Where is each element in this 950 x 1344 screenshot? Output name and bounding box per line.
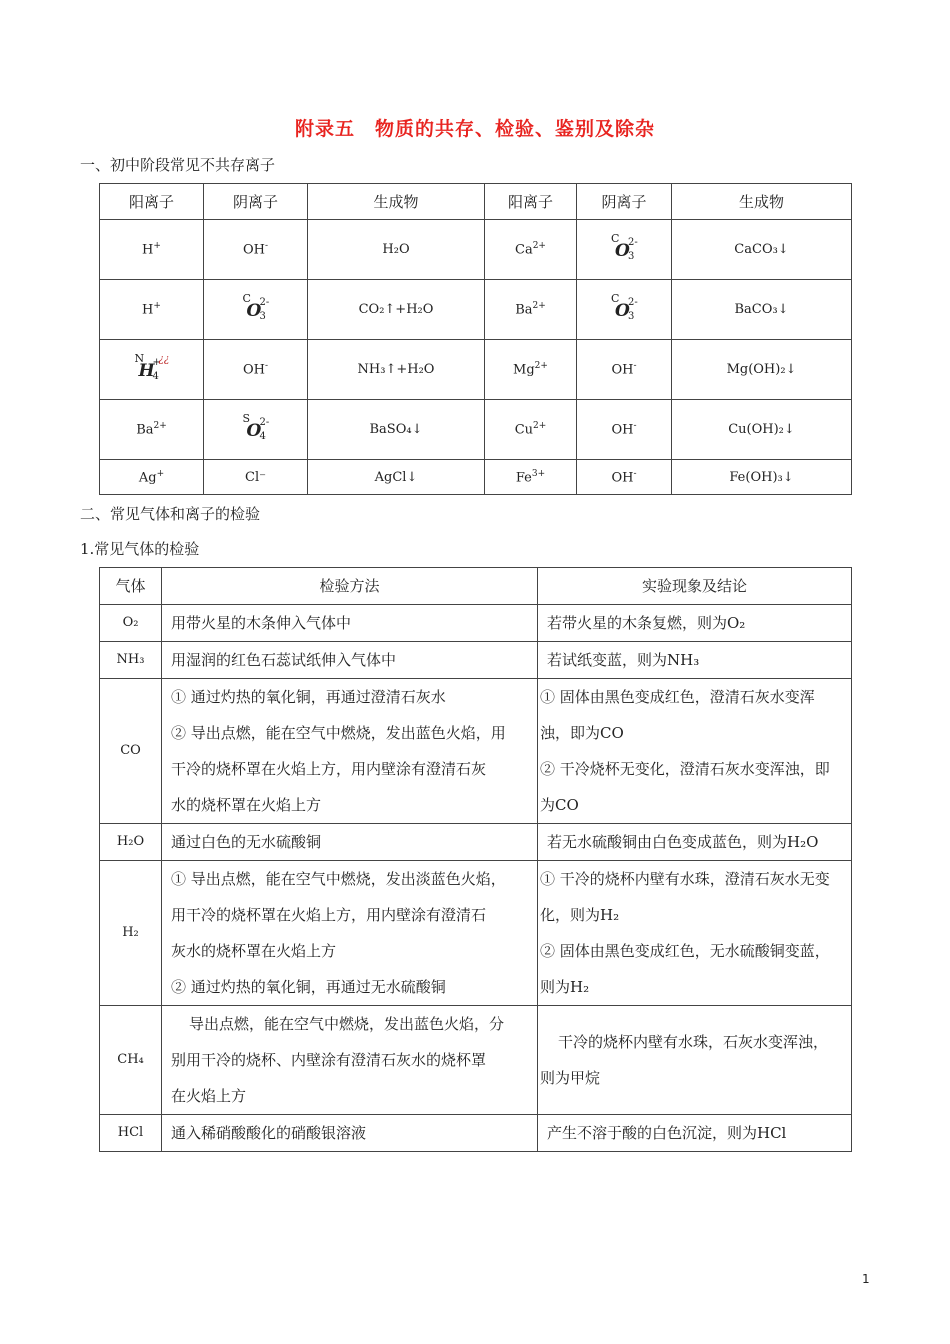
ion-charge: + [156,468,165,479]
ion-part: S [242,411,251,425]
ion-subscript: 3 [628,310,635,322]
result-line: ② 干冷烧杯无变化，澄清石灰水变浑浊，即 [540,760,830,778]
anion-cell [577,400,672,460]
anion-cell: Cl⁻ [204,460,308,495]
header-cation: 阳离子 [100,184,204,220]
ion-part: C [611,291,620,305]
result-cell [538,861,852,1006]
method-cell: 通过白色的无水硫酸铜 [162,824,538,861]
product-cell: BaCO₃↓ [672,280,852,340]
table-row [100,642,852,679]
ion-text: Fe [515,470,532,486]
table-header-row [100,568,852,605]
method-cell: 通入稀硝酸酸化的硝酸银溶液 [162,1115,538,1152]
header-anion: 阴离子 [577,184,672,220]
section-heading-tests: 二、常见气体和离子的检验 [80,505,261,523]
result-line: ① 干冷的烧杯内壁有水珠，澄清石灰水无变 [540,870,830,888]
result-line: 干冷的烧杯内壁有水珠，石灰水变浑浊， [558,1033,829,1051]
cation-cell [100,340,204,400]
gas-cell: NH₃ [100,642,162,679]
method-cell: 用带火星的木条伸入气体中 [162,605,538,642]
cation-cell [485,220,577,280]
method-line: 干冷的烧杯罩在火焰上方，用内壁涂有澄清石灰 [171,760,487,778]
gas-cell: H₂ [100,861,162,1006]
table-row [100,861,852,1006]
result-cell: 若试纸变蓝，则为NH₃ [538,642,852,679]
gas-cell: HCl [100,1115,162,1152]
product-cell: Cu(OH)₂↓ [672,400,852,460]
cation-cell [100,280,204,340]
method-cell: 用湿润的红色石蕊试纸伸入气体中 [162,642,538,679]
anion-cell [577,340,672,400]
ion-charge: 3+ [531,468,546,479]
result-cell: 若带火星的木条复燃，则为O₂ [538,605,852,642]
product-cell: CO₂↑+H₂O [308,280,485,340]
header-product: 生成物 [672,184,852,220]
cation-cell [485,280,577,340]
gas-cell: CO [100,679,162,824]
product-cell: CaCO₃↓ [672,220,852,280]
ion-text: Ca [515,242,533,258]
carbonate-ion [603,232,645,268]
anion-cell [204,400,308,460]
result-cell: 若无水硫酸铜由白色变成蓝色，则为H₂O [538,824,852,861]
table-row [100,280,852,340]
result-cell [538,1006,852,1115]
product-cell: BaSO₄↓ [308,400,485,460]
ion-subscript: 4 [259,430,266,442]
method-line: ② 导出点燃，能在空气中燃烧，发出蓝色火焰，用 [171,724,506,742]
result-cell: 产生不溶于酸的白色沉淀，则为HCl [538,1115,852,1152]
ion-text: H [142,302,154,318]
cation-cell [485,340,577,400]
result-line: 浊，即为CO [540,724,624,742]
ion-charge: - [633,421,637,432]
method-cell [162,679,538,824]
ion-text: Ba [136,422,154,438]
gas-cell: O₂ [100,605,162,642]
ion-text: OH [242,242,265,258]
anion-cell [577,460,672,495]
header-product: 生成物 [308,184,485,220]
ion-charge: 2- [259,296,270,308]
ion-part: N [134,351,145,365]
ion-charge: - [264,241,269,252]
result-line: 为CO [540,796,579,814]
ion-charge: 2+ [533,421,547,432]
anion-cell [577,220,672,280]
method-line: 导出点燃，能在空气中燃烧，发出蓝色火焰，分 [189,1015,505,1033]
ion-charge: + [152,356,161,368]
table-row [100,605,852,642]
table-header-row [100,184,852,220]
ion-artifact: ¿¿ [158,353,170,365]
table-row [100,1006,852,1115]
product-cell: Fe(OH)₃↓ [672,460,852,495]
table-row [100,824,852,861]
ion-text: Cu [514,422,534,438]
result-line: 化，则为H₂ [540,906,620,924]
ion-subscript: 3 [259,310,266,322]
ion-part: O [615,240,630,261]
ion-text: OH [242,362,265,378]
gas-test-table [99,567,852,1152]
result-line: ① 固体由黑色变成红色，澄清石灰水变浑 [540,688,815,706]
ion-charge: 2- [628,236,638,248]
subsection-heading-gas-tests: 1.常见气体的检验 [80,540,200,558]
ion-charge: + [153,301,161,312]
ion-part: C [611,231,620,245]
anion-cell [204,340,308,400]
cation-cell [100,460,204,495]
cation-cell [485,460,577,495]
ion-charge: 2+ [532,301,546,312]
result-line: 则为H₂ [540,978,590,996]
sulfate-ion [235,412,277,448]
ion-coexistence-table [99,183,852,495]
method-cell [162,861,538,1006]
method-line: 灰水的烧杯罩在火焰上方 [171,942,337,960]
anion-cell [577,280,672,340]
ion-part: C [242,291,251,305]
table-row [100,679,852,824]
header-method: 检验方法 [162,568,538,605]
ion-text: OH [611,470,634,486]
ion-part: H [138,360,155,381]
ion-text: H [142,242,154,258]
carbonate-ion [603,292,645,328]
ion-charge: 2+ [153,421,167,432]
result-line: 则为甲烷 [540,1069,601,1087]
ion-text: Ag [138,470,157,486]
header-anion: 阴离子 [204,184,308,220]
product-cell: H₂O [308,220,485,280]
table-row [100,400,852,460]
ion-text: Mg [513,362,535,378]
result-cell [538,679,852,824]
method-line: ① 导出点燃，能在空气中燃烧，发出淡蓝色火焰， [171,870,506,888]
ion-charge: - [264,361,269,372]
header-gas: 气体 [100,568,162,605]
ion-charge: 2+ [534,361,548,372]
ion-charge: 2- [628,296,638,308]
method-cell [162,1006,538,1115]
section-heading-ions: 一、初中阶段常见不共存离子 [80,156,276,174]
table-row [100,1115,852,1152]
anion-cell [204,280,308,340]
gas-cell: H₂O [100,824,162,861]
anion-cell [204,220,308,280]
ion-charge: - [633,468,637,479]
product-cell: NH₃↑+H₂O [308,340,485,400]
ion-subscript: 4 [152,370,159,382]
ion-charge: 2- [259,416,270,428]
method-line: 水的烧杯罩在火焰上方 [171,796,322,814]
table-row [100,340,852,400]
ion-subscript: 3 [628,250,635,262]
table-row [100,220,852,280]
ion-part: O [246,420,262,441]
ammonium-ion [131,352,173,388]
gas-cell: CH₄ [100,1006,162,1115]
ion-text: OH [611,422,634,438]
page-title: 附录五 物质的共存、检验、鉴别及除杂 [294,118,655,140]
method-line: 别用干冷的烧杯、内壁涂有澄清石灰水的烧杯罩 [171,1051,487,1069]
ion-charge: - [633,361,637,372]
header-result: 实验现象及结论 [538,568,852,605]
cation-cell [100,400,204,460]
carbonate-ion [235,292,277,328]
method-line: ② 通过灼热的氧化铜，再通过无水硫酸铜 [171,978,446,996]
cation-cell [100,220,204,280]
ion-text: Ba [515,302,533,318]
table-row [100,460,852,495]
page-number: 1 [862,1272,870,1286]
ion-charge: + [153,241,161,252]
method-line: 在火焰上方 [171,1087,247,1105]
product-cell: Mg(OH)₂↓ [672,340,852,400]
method-line: 用干冷的烧杯罩在火焰上方，用内壁涂有澄清石 [171,906,487,924]
header-cation: 阳离子 [485,184,577,220]
product-cell: AgCl↓ [308,460,485,495]
ion-text: OH [611,362,634,378]
ion-part: O [246,300,262,321]
result-line: ② 固体由黑色变成红色，无水硫酸铜变蓝， [540,942,830,960]
ion-part: O [615,300,630,321]
method-line: ① 通过灼热的氧化铜，再通过澄清石灰水 [171,688,446,706]
cation-cell [485,400,577,460]
ion-charge: 2+ [532,241,546,252]
